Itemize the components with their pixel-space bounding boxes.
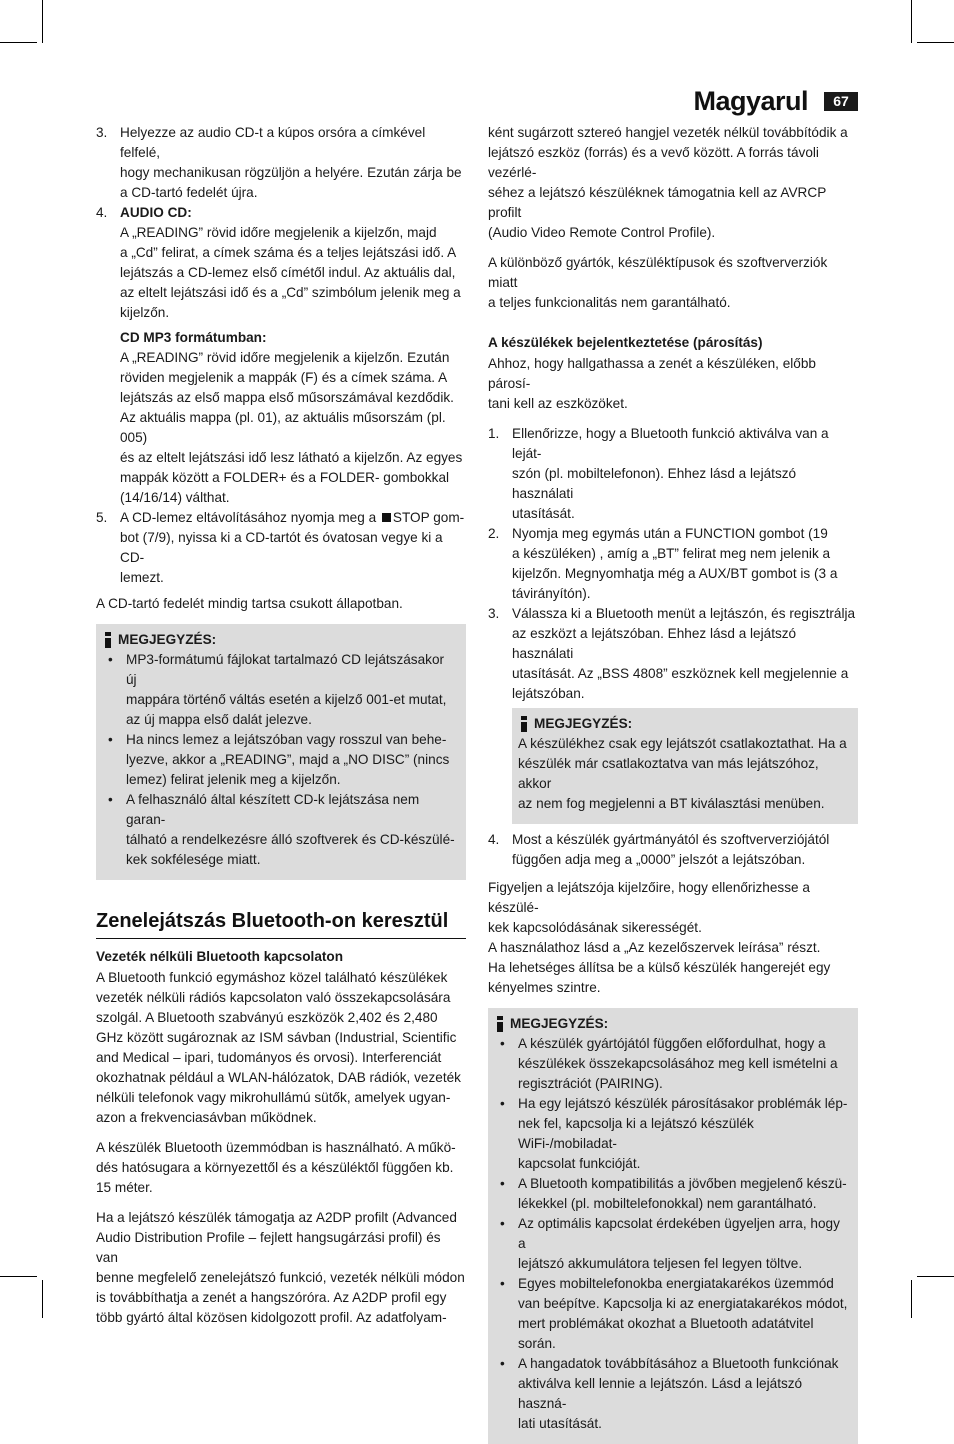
item-number: 2.: [488, 526, 500, 541]
text-line: vezeték nélküli rádiós kapcsolaton való összekapcsolására: [96, 990, 451, 1005]
text-line: A felhasználó által készített CD-k lejátszása nem garan-: [126, 792, 420, 827]
text-line: Ha a lejátszó készülék támogatja az A2DP profilt (Advanced: [96, 1210, 457, 1225]
item-number: 3.: [488, 606, 500, 621]
text-line: regisztrációt (PAIRING).: [518, 1076, 663, 1091]
text-line: lyezve, akkor a „READING”, majd a „NO DISC” (nincs: [126, 752, 450, 767]
left-column: [96, 123, 466, 1338]
list-item: [488, 604, 858, 704]
paragraph: [96, 1138, 466, 1198]
note-title: [518, 714, 848, 734]
text-line: ként sugárzott sztereó hangjel vezeték nélkül továbbítódik a: [488, 125, 848, 140]
text-line: a teljes funkcionalitás nem garantálható.: [488, 295, 731, 310]
text-line: távirányítón).: [512, 586, 591, 601]
text-line: A „READING” rövid időre megjelenik a kijelzőn, majd: [120, 225, 437, 240]
info-icon: [518, 716, 530, 732]
note-box: [512, 708, 858, 824]
text-line: kijelzőn. Megnyomhatja még a AUX/BT gombot is (3 a: [512, 566, 838, 581]
text-line: Az aktuális mappa (pl. 01), az aktuális műsorszám (pl. 005): [120, 410, 446, 445]
text-line: A készülék gyártójától függően előfordulhat, hogy a: [518, 1036, 826, 1051]
list-item: [488, 424, 858, 524]
text-line: tani kell az eszközöket.: [488, 396, 628, 411]
text-line: Nyomja meg egymás után a FUNCTION gombot (19: [512, 526, 828, 541]
text-line: a „Cd” felirat, a címek száma és a teljes lejátszási idő. A: [120, 245, 457, 260]
list-item: [96, 508, 466, 588]
text-line: GHz között sugároznak az ISM sávban (Industrial, Scientific: [96, 1030, 457, 1045]
text-line: A Bluetooth kompatibilitás a jövőben megjelenő készü-: [518, 1176, 847, 1191]
item-number: 4.: [96, 205, 108, 220]
text-line: lejátszás az első mappa első műsorszámával kezdődik.: [120, 390, 454, 405]
bullet-icon: •: [500, 1096, 505, 1111]
text-line: az új mappa első dalát jelezve.: [126, 712, 312, 727]
text-line: lejátszó akkumulátora teljesen fel legyen töltve.: [518, 1256, 803, 1271]
text-line: okozhatnak például a WLAN-hálózatok, DAB rádiók, vezeték: [96, 1070, 461, 1085]
paragraph: A CD-tartó fedelét mindig tartsa csukott állapotban.: [96, 596, 403, 611]
crop-mark: [911, 1280, 912, 1318]
text-line: Ha nincs lemez a lejátszóban vagy rosszul van behe-: [126, 732, 447, 747]
crop-mark: [0, 42, 37, 43]
text-line: bot (7/9), nyissa ki a CD-tartót és óvatosan vegye ki a CD-: [120, 530, 443, 565]
item-number: 3.: [96, 125, 108, 140]
list-item: [488, 524, 858, 604]
crop-mark: [911, 0, 912, 43]
text-line: az eltelt lejátszási idő és a „Cd” szimbólum jelenik meg a: [120, 285, 461, 300]
text-line: Ellenőrizze, hogy a Bluetooth funkció aktiválva van a leját-: [512, 426, 829, 461]
text-line: A Bluetooth funkció egymáshoz közel található készülékek: [96, 970, 448, 985]
bullet-item: [494, 1174, 848, 1214]
text-line: A hangadatok továbbításához a Bluetooth funkciónak: [518, 1356, 839, 1371]
crop-mark: [0, 1276, 37, 1277]
bullet-icon: •: [500, 1276, 505, 1291]
bullet-item: [102, 730, 456, 790]
bullet-item: [102, 650, 456, 730]
note-title: [102, 630, 456, 650]
right-column: [488, 123, 858, 1444]
info-icon: [102, 632, 114, 648]
subsection-heading: Vezeték nélküli Bluetooth kapcsolaton: [96, 949, 344, 964]
text-line: nélküli telefonok vagy mikrohullámú sütők, amelyek ugyan-: [96, 1090, 451, 1105]
text-line: dés hatósugara a környezettől és a készüléktől függően kb.: [96, 1160, 454, 1175]
text-line: lejátszás a CD-lemez első címétől indul. Az aktuális dal,: [120, 265, 456, 280]
item-number: 4.: [488, 832, 500, 847]
text-line: Ahhoz, hogy hallgathassa a zenét a készüléken, előbb párosí-: [488, 356, 816, 391]
bullet-icon: •: [108, 652, 113, 667]
text-line: kapcsolat funkcióját.: [518, 1156, 641, 1171]
subheading: CD MP3 formátumban:: [120, 330, 267, 345]
paragraph: [488, 354, 858, 414]
bullet-icon: •: [500, 1036, 505, 1051]
paragraph: [488, 253, 858, 313]
note-box: [96, 624, 466, 880]
crop-mark: [42, 1280, 43, 1318]
list-item: [96, 123, 466, 203]
text-line: (Audio Video Remote Control Profile).: [488, 225, 716, 240]
text-line: lékekkel (pl. mobiltelefonokkal) nem garantálható.: [518, 1196, 817, 1211]
paragraph: [488, 123, 858, 243]
bullet-item: [494, 1214, 848, 1274]
text-line: készülék már csatlakoztatva van más lejátszóhoz, akkor: [518, 756, 819, 791]
text-line: azon a frekvenciasávban működnek.: [96, 1110, 317, 1125]
text-line: van beépítve. Kapcsolja ki az energiatakarékos módot,: [518, 1296, 848, 1311]
text-line: benne megfelelő zenelejátszó funkció, vezeték nélküli módon: [96, 1270, 465, 1285]
text-line: tálható a rendelkezésre álló szoftverek és CD-készülé-: [126, 832, 455, 847]
text-line: az nem fog megjelenni a BT kiválasztási menüben.: [518, 796, 825, 811]
text-line: is továbbíthatja a zenét a hangszóróra. Az A2DP profil egy: [96, 1290, 447, 1305]
text-line: mappára történő váltás esetén a kijelző 001-et mutat,: [126, 692, 447, 707]
text-line: kek kapcsolódásának sikerességét.: [488, 920, 702, 935]
text-line: lejátszóban.: [512, 686, 585, 701]
bullet-item: [494, 1034, 848, 1094]
bullet-item: [494, 1354, 848, 1434]
text-line: A készülék Bluetooth üzemmódban is használható. A műkö-: [96, 1140, 456, 1155]
text-line: Audio Distribution Profile – fejlett hangsugárzási profil) és van: [96, 1230, 441, 1265]
crop-mark: [42, 0, 43, 43]
crop-mark: [917, 42, 954, 43]
text-line: mert problémákat okozhat a Bluetooth adatátvitel: [518, 1316, 814, 1331]
paragraph: [96, 968, 466, 1128]
paragraph: [96, 1208, 466, 1328]
note-title-text: MEGJEGYZÉS:: [534, 716, 633, 731]
list-item: [96, 203, 466, 508]
text-line: Ha lehetséges állítsa be a külső készülék hangerejét egy: [488, 960, 831, 975]
text-line: kényelmes szintre.: [488, 980, 601, 995]
text-line: röviden megjelenik a mappák (F) és a címek száma. A: [120, 370, 448, 385]
stop-icon: [382, 513, 391, 522]
text-line: Most a készülék gyártmányától és szoftververziójától: [512, 832, 830, 847]
text-line: [120, 508, 466, 528]
text-line: Válassza ki a Bluetooth menüt a lejtászón, és regisztrálja: [512, 606, 856, 621]
text-line: kek sokfélesége miatt.: [126, 852, 261, 867]
text-line: szón (pl. mobiltelefonon). Ehhez lásd a lejátszó használati: [512, 466, 797, 501]
text-line: nek fel, kapcsolja ki a lejátszó készülék WiFi-/mobiladat-: [518, 1116, 754, 1151]
text-line: and Medical – ipari, tudományos és orvosi). Interferenciát: [96, 1050, 442, 1065]
bullet-item: [102, 790, 456, 870]
text-line: 15 méter.: [96, 1180, 153, 1195]
text-line: hogy mechanikusan rögzüljön a helyére. Ezután zárja be: [120, 165, 462, 180]
subheading: AUDIO CD:: [120, 205, 192, 220]
bullet-item: [494, 1274, 848, 1354]
text-span: STOP gom-: [392, 510, 465, 525]
text-line: A különböző gyártók, készüléktípusok és szoftververziók miatt: [488, 255, 828, 290]
list-item: [488, 830, 858, 870]
text-line: Helyezze az audio CD-t a kúpos orsóra a címkével felfelé,: [120, 125, 426, 160]
page-title: Magyarul: [693, 86, 808, 116]
subsection-heading: A készülékek bejelentkeztetése (párosítás): [488, 335, 763, 350]
text-line: az eszközt a lejátszóban. Ehhez lásd a lejátszó használati: [512, 626, 797, 661]
text-line: a CD-tartó fedelét újra.: [120, 185, 258, 200]
text-line: mappák között a FOLDER+ és a FOLDER- gombokkal: [120, 470, 450, 485]
note-title-text: MEGJEGYZÉS:: [510, 1016, 609, 1031]
text-line: szolgál. A Bluetooth szabványú eszközök 2,402 és 2,480: [96, 1010, 438, 1025]
text-line: lati utasítását.: [518, 1416, 602, 1431]
text-line: séhez a lejátszó készüléknek támogatnia kell az AVRCP profilt: [488, 185, 827, 220]
text-line: kijelzőn.: [120, 305, 170, 320]
text-line: lemezt.: [120, 570, 164, 585]
text-line: (14/16/14) válthat.: [120, 490, 230, 505]
note-title: [494, 1014, 848, 1034]
info-icon: [494, 1016, 506, 1032]
text-line: lemez) felirat jelenik meg a kijelzőn.: [126, 772, 341, 787]
text-line: A készülékhez csak egy lejátszót csatlakoztathat. Ha a: [518, 736, 847, 751]
text-line: A használathoz lásd a „Az kezelőszervek leírása” részt.: [488, 940, 821, 955]
text-line: Az optimális kapcsolat érdekében ügyeljen arra, hogy a: [518, 1216, 840, 1251]
note-box: [488, 1008, 858, 1444]
text-line: A „READING” rövid időre megjelenik a kijelzőn. Ezután: [120, 350, 450, 365]
text-line: és az eltelt lejátszási idő lesz látható a kijelzőn. Az egyes: [120, 450, 463, 465]
text-line: aktiválva kell lennie a lejátszón. Lásd a lejátszó haszná-: [518, 1376, 803, 1411]
item-number: 5.: [96, 510, 108, 525]
bullet-icon: •: [108, 732, 113, 747]
bullet-icon: •: [500, 1356, 505, 1371]
text-line: függően adja meg a „0000” jelszót a lejátszóban.: [512, 852, 806, 867]
text-line: a készüléken) , amíg a „BT” felirat meg nem jelenik a: [512, 546, 831, 561]
note-title-text: MEGJEGYZÉS:: [118, 632, 217, 647]
text-line: utasítását. Az „BSS 4808” eszköznek kell megjelennie a: [512, 666, 849, 681]
text-line: utasítását.: [512, 506, 575, 521]
text-line: MP3-formátumú fájlokat tartalmazó CD lejátszásakor új: [126, 652, 445, 687]
text-line: Ha egy lejátszó készülék párosításakor problémák lép-: [518, 1096, 848, 1111]
text-line: Egyes mobiltelefonokba energiatakarékos üzemmód: [518, 1276, 834, 1291]
text-span: A CD-lemez eltávolításához nyomja meg a: [120, 510, 377, 525]
page-number-badge: 67: [824, 92, 858, 111]
text-line: több gyártó által közösen kidolgozott profil. Az adatfolyam-: [96, 1310, 447, 1325]
bullet-icon: •: [500, 1176, 505, 1191]
bullet-item: [494, 1094, 848, 1174]
crop-mark: [917, 1276, 954, 1277]
text-line: lejátszó eszköz (forrás) és a vevő között. A forrás távoli vezérlé-: [488, 145, 819, 180]
paragraph: [488, 878, 858, 998]
text-line: készülékek összekapcsolásához meg kell ismételni a: [518, 1056, 838, 1071]
text-line: Figyeljen a lejátszója kijelzőire, hogy ellenőrizhesse a készülé-: [488, 880, 810, 915]
item-number: 1.: [488, 426, 500, 441]
section-heading: Zenelejátszás Bluetooth-on keresztül: [96, 908, 466, 939]
bullet-icon: •: [108, 792, 113, 807]
bullet-icon: •: [500, 1216, 505, 1231]
text-line: során.: [518, 1336, 556, 1351]
